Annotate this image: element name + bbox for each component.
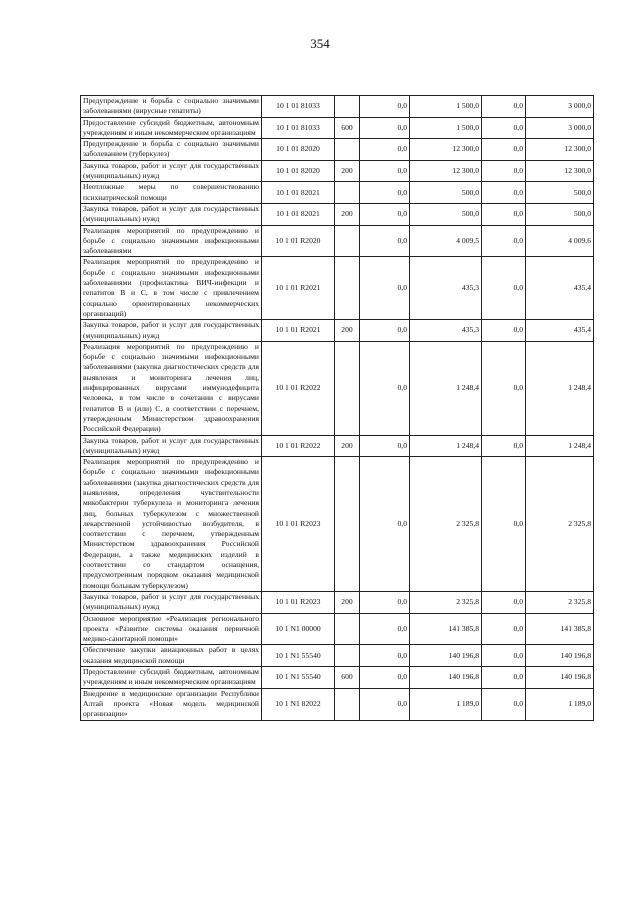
page-number: 354 [310, 36, 330, 51]
table-row [81, 203, 594, 225]
cell-value-3: 0,0 [482, 117, 526, 139]
cell-code: 10 1 01 82020 [262, 160, 335, 182]
cell-name: Закупка товаров, работ и услуг для государственных (муниципальных) нужд [81, 160, 262, 182]
cell-type [335, 182, 360, 204]
cell-value-3: 0,0 [482, 96, 526, 118]
cell-type [335, 139, 360, 161]
cell-code: 10 1 01 81033 [262, 96, 335, 118]
cell-code: 10 1 01 82021 [262, 203, 335, 225]
cell-name: Неотложные меры по совершенствованию психиатрической помощи [81, 182, 262, 204]
cell-value-4: 140 196,8 [526, 667, 594, 689]
cell-type [335, 225, 360, 257]
cell-code: 10 1 01 82020 [262, 139, 335, 161]
cell-value-4: 12 300,0 [526, 139, 594, 161]
cell-value-4: 1 248,4 [526, 341, 594, 435]
cell-type [335, 645, 360, 667]
cell-name: Предупреждение и борьба с социально значимыми заболеваниями (вирусные гепатиты) [81, 96, 262, 118]
cell-type: 200 [335, 203, 360, 225]
cell-name: Закупка товаров, работ и услуг для государственных (муниципальных) нужд [81, 203, 262, 225]
cell-type: 600 [335, 117, 360, 139]
cell-value-1: 0,0 [360, 341, 410, 435]
table-row [81, 320, 594, 342]
cell-type [335, 457, 360, 592]
cell-value-3: 0,0 [482, 613, 526, 645]
cell-value-2: 141 385,8 [410, 613, 482, 645]
cell-value-2: 12 300,0 [410, 160, 482, 182]
cell-type: 200 [335, 435, 360, 457]
cell-name: Реализация мероприятий по предупреждению и борьбе с социально значимыми инфекционными заболеваниями (закупка диагностических средств для выявления и мониторинга лечения лиц, инфицированных вирусами иммунодефицита человека, в том числе в сочетании с вирусами гепатитов В и (или) С, в соответствии с перечнем, утвержденным Министерством здравоохранения Российской Федерации) [81, 341, 262, 435]
cell-value-4: 3 000,0 [526, 96, 594, 118]
cell-value-4: 2 325,8 [526, 591, 594, 613]
cell-value-1: 0,0 [360, 117, 410, 139]
cell-type [335, 688, 360, 720]
cell-name: Реализация мероприятий по предупреждению и борьбе с социально значимыми инфекционными заболеваниями [81, 225, 262, 257]
cell-type: 200 [335, 320, 360, 342]
table-row [81, 160, 594, 182]
cell-type [335, 257, 360, 320]
cell-name: Закупка товаров, работ и услуг для государственных (муниципальных) нужд [81, 320, 262, 342]
cell-code: 10 1 N1 82022 [262, 688, 335, 720]
cell-value-2: 1 248,4 [410, 341, 482, 435]
cell-name: Реализация мероприятий по предупреждению и борьбе с социально значимыми инфекционными заболеваниями (профилактика ВИЧ-инфекции и гепатитов В и С, в том числе с привлечением социально ориентированных некоммерческих организаций) [81, 257, 262, 320]
table-row [81, 139, 594, 161]
cell-value-1: 0,0 [360, 613, 410, 645]
cell-value-3: 0,0 [482, 225, 526, 257]
cell-code: 10 1 01 R2021 [262, 320, 335, 342]
cell-code: 10 1 01 R2020 [262, 225, 335, 257]
cell-code: 10 1 N1 55540 [262, 667, 335, 689]
cell-value-3: 0,0 [482, 341, 526, 435]
cell-value-2: 140 196,8 [410, 667, 482, 689]
table-row [81, 182, 594, 204]
cell-name: Предоставление субсидий бюджетным, автономным учреждениям и иным некоммерческим организациям [81, 117, 262, 139]
table-row [81, 96, 594, 118]
cell-value-2: 1 248,4 [410, 435, 482, 457]
cell-value-4: 435,4 [526, 320, 594, 342]
cell-value-4: 141 385,8 [526, 613, 594, 645]
cell-value-2: 1 189,0 [410, 688, 482, 720]
table-row [81, 117, 594, 139]
cell-value-1: 0,0 [360, 182, 410, 204]
table-row [81, 645, 594, 667]
cell-value-1: 0,0 [360, 645, 410, 667]
cell-value-2: 500,0 [410, 203, 482, 225]
table-row [81, 257, 594, 320]
cell-value-4: 500,0 [526, 182, 594, 204]
cell-value-1: 0,0 [360, 457, 410, 592]
cell-name: Основное мероприятие «Реализация регионального проекта «Развитие системы оказания первичной медико-санитарной помощи» [81, 613, 262, 645]
cell-value-2: 4 009,5 [410, 225, 482, 257]
cell-value-3: 0,0 [482, 257, 526, 320]
table-row [81, 667, 594, 689]
cell-value-2: 2 325,8 [410, 591, 482, 613]
budget-table [80, 95, 594, 721]
cell-value-3: 0,0 [482, 320, 526, 342]
table-row [81, 613, 594, 645]
cell-name: Закупка товаров, работ и услуг для государственных (муниципальных) нужд [81, 591, 262, 613]
cell-value-4: 3 000,0 [526, 117, 594, 139]
cell-type [335, 341, 360, 435]
cell-value-4: 435,4 [526, 257, 594, 320]
cell-value-1: 0,0 [360, 203, 410, 225]
cell-value-1: 0,0 [360, 96, 410, 118]
cell-value-2: 1 500,0 [410, 96, 482, 118]
cell-value-4: 1 189,0 [526, 688, 594, 720]
cell-value-3: 0,0 [482, 203, 526, 225]
cell-code: 10 1 01 82021 [262, 182, 335, 204]
cell-value-1: 0,0 [360, 139, 410, 161]
cell-name: Реализация мероприятий по предупреждению и борьбе с социально значимыми инфекционными заболеваниями (закупка диагностических средств для выявления, определения чувствительности микобактерии туберкулеза и мониторинга лечения лиц, больных туберкулезом с множественной лекарственной устойчивостью возбудителя, в соответствии с перечнем, утвержденным Министерством здравоохранения Российской Федерации, а также медицинских изделий в соответствии со стандартом оснащения, предусмотренным порядком оказания медицинской помощи больным туберкулезом) [81, 457, 262, 592]
cell-value-3: 0,0 [482, 591, 526, 613]
cell-code: 10 1 01 81033 [262, 117, 335, 139]
cell-value-1: 0,0 [360, 320, 410, 342]
cell-value-3: 0,0 [482, 160, 526, 182]
cell-type: 600 [335, 667, 360, 689]
cell-value-4: 500,0 [526, 203, 594, 225]
cell-value-2: 1 500,0 [410, 117, 482, 139]
cell-value-3: 0,0 [482, 435, 526, 457]
cell-value-2: 500,0 [410, 182, 482, 204]
cell-name: Внедрение в медицинские организации Республики Алтай проекта «Новая модель медицинской организации» [81, 688, 262, 720]
cell-value-4: 1 248,4 [526, 435, 594, 457]
table-row [81, 225, 594, 257]
cell-value-2: 140 196,8 [410, 645, 482, 667]
cell-value-1: 0,0 [360, 667, 410, 689]
cell-name: Предупреждение и борьба с социально значимыми заболеванием (туберкулез) [81, 139, 262, 161]
table-row [81, 435, 594, 457]
cell-value-4: 4 009,6 [526, 225, 594, 257]
cell-value-1: 0,0 [360, 688, 410, 720]
cell-name: Закупка товаров, работ и услуг для государственных (муниципальных) нужд [81, 435, 262, 457]
cell-value-3: 0,0 [482, 667, 526, 689]
cell-type: 200 [335, 160, 360, 182]
cell-value-2: 435,3 [410, 320, 482, 342]
cell-code: 10 1 01 R2022 [262, 435, 335, 457]
cell-type [335, 96, 360, 118]
cell-value-4: 2 325,8 [526, 457, 594, 592]
cell-value-2: 2 325,8 [410, 457, 482, 592]
cell-value-3: 0,0 [482, 645, 526, 667]
cell-type [335, 613, 360, 645]
cell-name: Обеспечение закупки авиационных работ в целях оказания медицинской помощи [81, 645, 262, 667]
cell-code: 10 1 01 R2022 [262, 341, 335, 435]
cell-value-1: 0,0 [360, 225, 410, 257]
cell-value-3: 0,0 [482, 688, 526, 720]
cell-value-2: 435,3 [410, 257, 482, 320]
cell-value-4: 12 300,0 [526, 160, 594, 182]
cell-code: 10 1 N1 00000 [262, 613, 335, 645]
cell-value-3: 0,0 [482, 139, 526, 161]
cell-type: 200 [335, 591, 360, 613]
cell-value-4: 140 196,8 [526, 645, 594, 667]
cell-value-1: 0,0 [360, 160, 410, 182]
table-row [81, 688, 594, 720]
cell-value-3: 0,0 [482, 182, 526, 204]
cell-code: 10 1 01 R2023 [262, 457, 335, 592]
cell-value-1: 0,0 [360, 435, 410, 457]
cell-code: 10 1 01 R2021 [262, 257, 335, 320]
cell-value-1: 0,0 [360, 591, 410, 613]
cell-value-1: 0,0 [360, 257, 410, 320]
cell-value-2: 12 300,0 [410, 139, 482, 161]
cell-code: 10 1 01 R2023 [262, 591, 335, 613]
cell-name: Предоставление субсидий бюджетным, автономным учреждениям и иным некоммерческим организациям [81, 667, 262, 689]
table-row [81, 341, 594, 435]
cell-code: 10 1 N1 55540 [262, 645, 335, 667]
table-row [81, 457, 594, 592]
cell-value-3: 0,0 [482, 457, 526, 592]
table-row [81, 591, 594, 613]
